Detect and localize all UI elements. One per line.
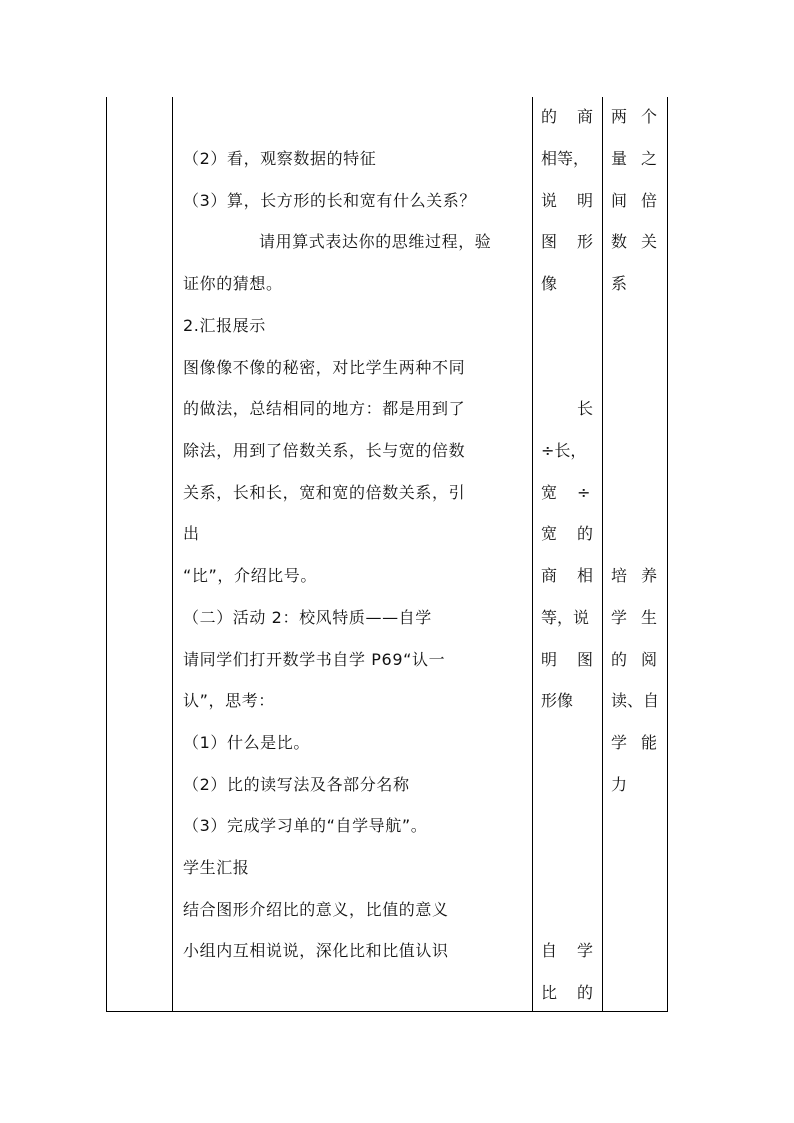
- cell-text: 个: [641, 107, 658, 126]
- cell-text: 量: [611, 149, 628, 168]
- cell-text: ÷长，: [541, 441, 587, 460]
- cell-text: 阅: [641, 650, 658, 669]
- text-line: 请同学们打开数学书自学 P69“认一: [183, 650, 446, 669]
- table-border-bottom: [106, 1011, 668, 1012]
- cell-text: 商: [541, 566, 558, 585]
- cell-text: 相: [577, 566, 594, 585]
- cell-text: 学: [611, 733, 628, 752]
- cell-text: 宽: [541, 524, 558, 543]
- cell-text: ÷: [577, 483, 591, 502]
- table-border-right: [667, 97, 668, 1012]
- cell-text: 之: [641, 149, 658, 168]
- cell-text: 说: [541, 191, 558, 210]
- text-line: 认”，思考：: [183, 691, 275, 710]
- cell-text: 生: [641, 608, 658, 627]
- text-line: 图像像不像的秘密，对比学生两种不同: [183, 358, 466, 377]
- cell-text: 学: [577, 941, 594, 960]
- text-line: 请用算式表达你的思维过程，验: [259, 232, 492, 251]
- cell-text: 养: [641, 566, 658, 585]
- cell-text: 长: [577, 399, 594, 418]
- text-line: （3）完成学习单的“自学导航”。: [183, 816, 428, 835]
- text-line: 出: [183, 524, 200, 543]
- cell-text: 商: [577, 107, 594, 126]
- cell-text: 的: [577, 983, 594, 1002]
- cell-text: 等，说: [541, 608, 590, 627]
- text-line: 结合图形介绍比的意义，比值的意义: [183, 900, 449, 919]
- text-line: “比”，介绍比号。: [183, 566, 317, 585]
- cell-text: 图: [541, 232, 558, 251]
- text-line: 证你的猜想。: [183, 274, 283, 293]
- cell-text: 培: [611, 566, 628, 585]
- cell-text: 明: [577, 191, 594, 210]
- cell-text: 相等，: [541, 149, 590, 168]
- section-heading: （二）活动 2：校风特质——自学: [183, 608, 432, 627]
- cell-text: 倍: [641, 191, 658, 210]
- table-border-left: [106, 97, 107, 1012]
- cell-text: 自: [541, 941, 558, 960]
- text-line: （2）看，观察数据的特征: [183, 149, 377, 168]
- cell-text: 系: [611, 274, 628, 293]
- cell-text: 明: [541, 650, 558, 669]
- cell-text: 读、自: [611, 691, 660, 710]
- cell-text: 力: [611, 775, 628, 794]
- text-line: （1）什么是比。: [183, 733, 310, 752]
- cell-text: 数: [611, 232, 628, 251]
- cell-text: 关: [641, 232, 658, 251]
- cell-text: 图: [577, 650, 594, 669]
- text-line: 学生汇报: [183, 858, 250, 877]
- cell-text: 的: [611, 650, 628, 669]
- text-line: 的做法，总结相同的地方：都是用到了: [183, 399, 466, 418]
- section-heading: 2.汇报展示: [183, 316, 266, 335]
- cell-text: 像: [541, 274, 558, 293]
- cell-text: 比: [541, 983, 558, 1002]
- cell-text: 学: [611, 608, 628, 627]
- cell-text: 形像: [541, 691, 574, 710]
- text-line: （2）比的读写法及各部分名称: [183, 775, 410, 794]
- text-line: （3）算，长方形的长和宽有什么关系？: [183, 191, 476, 210]
- text-line: 关系，长和长，宽和宽的倍数关系，引: [183, 483, 466, 502]
- cell-text: 的: [577, 524, 594, 543]
- cell-text: 间: [611, 191, 628, 210]
- cell-text: 的: [541, 107, 558, 126]
- text-line: 小组内互相说说，深化比和比值认识: [183, 941, 449, 960]
- cell-text: 宽: [541, 483, 558, 502]
- table-divider-2: [532, 97, 533, 1012]
- table-divider-3: [602, 97, 603, 1012]
- cell-text: 形: [577, 232, 594, 251]
- text-line: 除法，用到了倍数关系，长与宽的倍数: [183, 441, 466, 460]
- table-divider-1: [172, 97, 173, 1012]
- cell-text: 能: [641, 733, 658, 752]
- cell-text: 两: [611, 107, 628, 126]
